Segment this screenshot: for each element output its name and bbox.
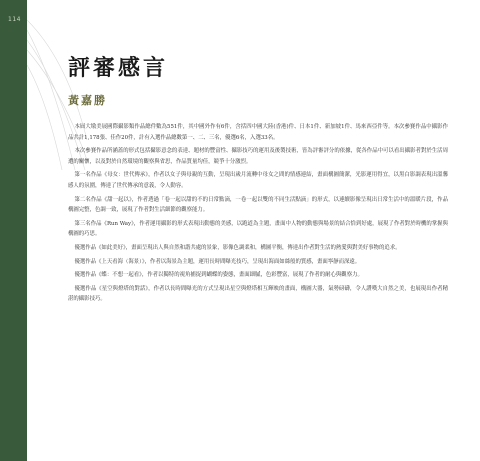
paragraph: 第一名作品《母女：世代傳承》，作者以女子與母親的互動，呈現出歲月流轉中母女之間的情感連結，畫面構圖簡潔，光影運用得宜，以黑白影調表現出溫馨感人的氛圍，傳達了世代傳承的意義，令人動容。 [68, 172, 448, 189]
author-name: 黃嘉勝 [68, 94, 107, 107]
paragraph: 優選作品《星空與燈塔的對話》，作者以長時間曝光的方式呈現出星空與燈塔相互輝映的畫面，構圖大器，氣勢磅礴，令人讚嘆大自然之美，也展現出作者精湛的攝影技巧。 [68, 285, 448, 303]
page-title: 評審感言 [68, 55, 169, 81]
paragraph: 第二名作品《甜一起以》，作者透過「卷一起以甜的不的日常點滴，一卷一起以雙的不同生活點滴」的形式，以連續影像呈現出日常生活中的溫暖片段，作品構圖完整，色調一致，展現了作者對生活細節的觀察能力。 [68, 196, 448, 214]
paragraph: 優選作品《上天看海（海景）》，作者以海景為主題，運用長時間曝光技巧，呈現出海面如絲般的質感，畫面寧靜而深遠。 [74, 258, 361, 265]
article-body [68, 122, 448, 305]
paragraph: 優選作品《如此美好》，畫面呈現出人與自然和諧共處的景象，影像色調柔和，構圖平衡，傳達出作者對生活的熱愛與對美好事物的追求。 [74, 244, 401, 251]
paragraph: 優選作品《蝶：不想一起看》，作者以獨特的視角捕捉到蝴蝶的姿態，畫面細膩，色彩豐富，展現了作者的耐心與觀察力。 [74, 272, 363, 279]
page-number: 114 [8, 16, 21, 23]
article [68, 56, 448, 308]
paragraph: 第三名作品《Run Way》，作者運用攝影的形式表現出動態的美感，以跑道為主題，畫面中人物的動態與場景的結合恰到好處，展現了作者對於時機的掌握與構圖的巧思。 [68, 220, 448, 238]
green-sidebar [0, 0, 27, 461]
paragraph: 本屆大墩美展國際攝影類作品總件數為551件，其中國外作有6件，含括四中國大陸(香港)件、日本1件、新加坡1件、馬來西亞件等。本次參賽作品中攝影作品共計1,178張、佳作20件，計有入選作品總數第一、二、三名，優選6名，入選33名。 [68, 124, 448, 141]
paragraph: 本次參賽作品所涵蓋的形式包括攝影意念的表達、題材的豐富性、攝影技巧的運用及後製技術，皆為評審評分的依據，從各作品中可以看出攝影者對於生活周遭的關懷，以及對於自然環境的觀察與省思，作品質量均佳，競爭十分激烈。 [68, 148, 448, 165]
